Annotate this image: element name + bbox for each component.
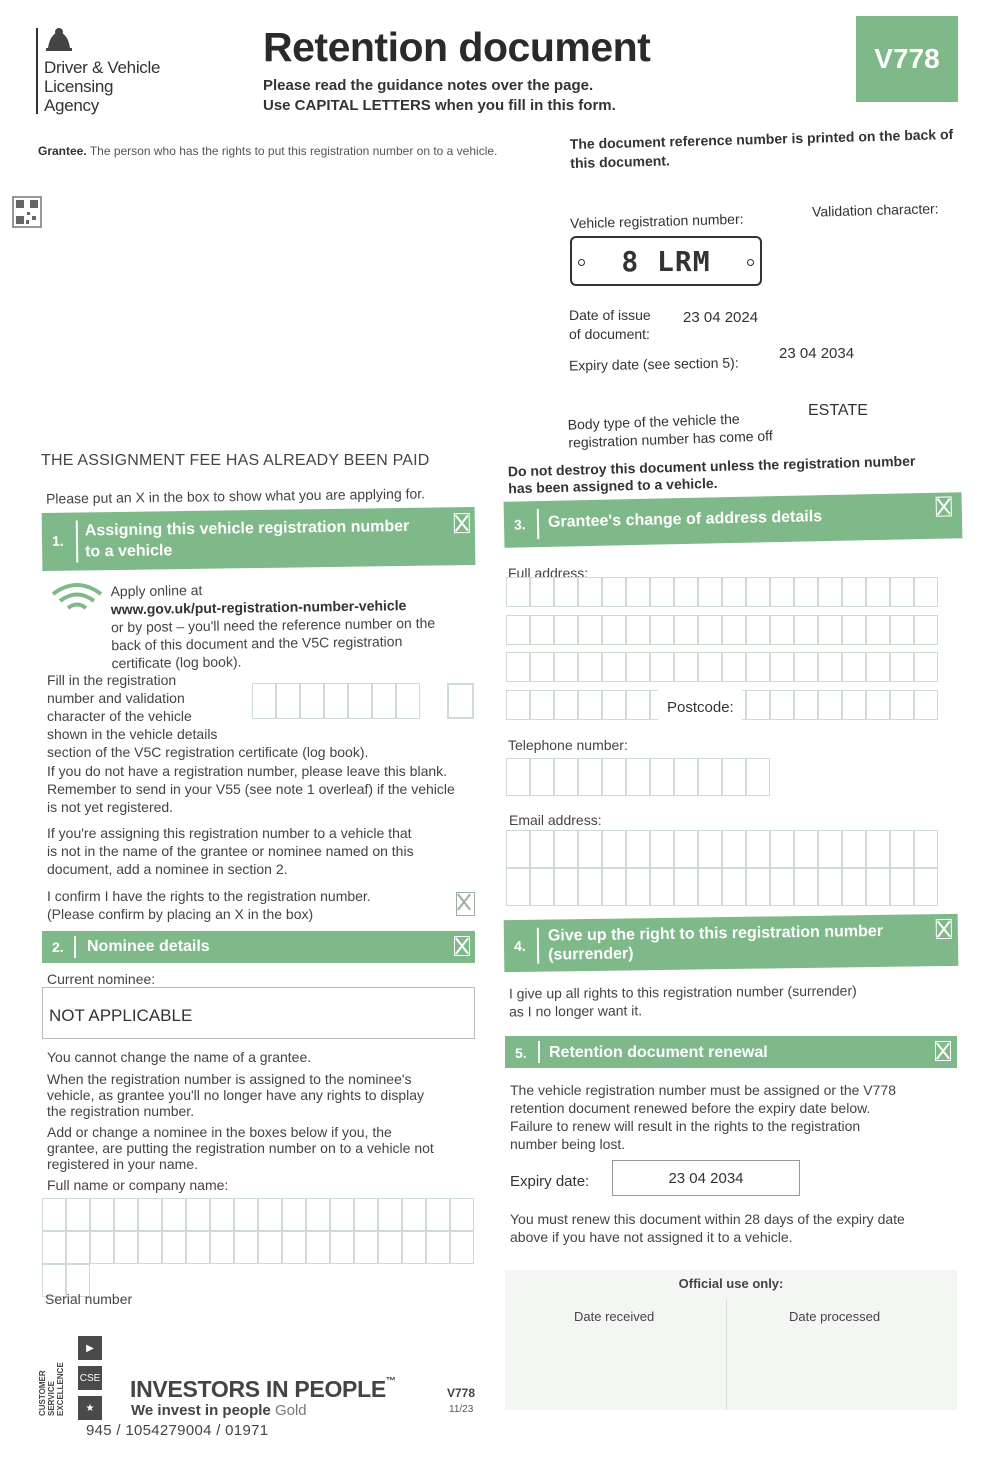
input-cell[interactable]: [914, 690, 938, 720]
input-cell[interactable]: [426, 1198, 450, 1231]
iip-subtitle: [131, 1402, 307, 1419]
input-cell[interactable]: [746, 758, 770, 796]
online-line: or by post – you'll need the reference number on the: [110, 614, 436, 636]
title-line: (surrender): [548, 945, 634, 964]
input-cell[interactable]: [506, 615, 530, 645]
input-cell[interactable]: [602, 868, 626, 906]
input-cell[interactable]: [578, 758, 602, 796]
input-cell[interactable]: [818, 690, 842, 720]
title-line: Assigning this vehicle registration number: [84, 517, 410, 540]
input-cell[interactable]: [602, 690, 626, 720]
cse-icon: CSE: [78, 1366, 102, 1390]
body-type-label: [567, 408, 773, 451]
input-cell[interactable]: [842, 690, 866, 720]
input-cell[interactable]: [450, 1198, 474, 1231]
section-4-checkbox[interactable]: [936, 919, 952, 939]
iip-title: [130, 1376, 396, 1403]
fill-line: number and validation: [47, 690, 185, 706]
input-cell[interactable]: [138, 1231, 162, 1264]
section-divider: [76, 521, 78, 563]
section-1-title: [85, 516, 410, 563]
input-cell[interactable]: [890, 830, 914, 868]
input-cell[interactable]: [890, 690, 914, 720]
input-cell[interactable]: [626, 758, 650, 796]
input-cell[interactable]: [626, 830, 650, 868]
input-cell[interactable]: [114, 1198, 138, 1231]
no-registration-note: [47, 762, 455, 816]
input-cell[interactable]: [626, 690, 650, 720]
input-cell[interactable]: [554, 652, 578, 682]
input-cell[interactable]: [66, 1198, 90, 1231]
input-cell[interactable]: [698, 830, 722, 868]
grantee-label: Grantee.: [38, 144, 87, 158]
input-cell[interactable]: [186, 1198, 210, 1231]
validation-char-label: Validation character:: [811, 200, 939, 220]
customer-service-excellence-text: CUSTOMER SERVICE EXCELLENCE: [38, 1362, 65, 1416]
section-divider: [538, 1041, 540, 1063]
telephone-input[interactable]: [506, 758, 774, 796]
input-cell[interactable]: [818, 652, 842, 682]
fill-line: character of the vehicle: [47, 708, 192, 724]
input-cell[interactable]: [402, 1198, 426, 1231]
email-label: Email address:: [509, 812, 602, 828]
note-line: vehicle, as grantee you'll no longer have any rights to display: [47, 1087, 425, 1103]
input-cell[interactable]: [818, 577, 842, 607]
input-cell[interactable]: [890, 652, 914, 682]
postcode-label: Postcode:: [667, 699, 734, 716]
section-number: 2.: [52, 939, 64, 955]
input-cell[interactable]: [258, 1198, 282, 1231]
fill-line: shown in the vehicle details: [47, 726, 218, 742]
input-cell[interactable]: [722, 577, 746, 607]
current-nominee-label: Current nominee:: [47, 971, 156, 987]
input-cell[interactable]: [674, 868, 698, 906]
input-cell[interactable]: [866, 690, 890, 720]
note-line: If you do not have a registration number, please leave this blank.: [47, 763, 448, 779]
input-cell[interactable]: [578, 830, 602, 868]
section-5-title: Retention document renewal: [549, 1044, 768, 1061]
input-cell[interactable]: [378, 1198, 402, 1231]
input-cell[interactable]: [626, 868, 650, 906]
section-2-checkbox[interactable]: [454, 936, 470, 956]
input-cell[interactable]: [914, 652, 938, 682]
note-line: document, add a nominee in section 2.: [47, 861, 288, 877]
input-cell[interactable]: [602, 758, 626, 796]
renewal-text: [510, 1081, 896, 1153]
input-cell[interactable]: [186, 1231, 210, 1264]
input-cell[interactable]: [794, 690, 818, 720]
reg-number-label: Vehicle registration number:: [569, 210, 744, 232]
input-cell[interactable]: [602, 652, 626, 682]
input-cell[interactable]: [602, 577, 626, 607]
section-number: 3.: [513, 516, 526, 533]
iip-trademark: ™: [385, 1376, 396, 1387]
plate-text: 8 LRM: [621, 244, 711, 278]
subtitle-line: Please read the guidance notes over the page.: [263, 77, 594, 94]
input-cell[interactable]: [578, 690, 602, 720]
input-cell[interactable]: [402, 1231, 426, 1264]
section-number: 1.: [51, 532, 64, 549]
input-cell[interactable]: [698, 758, 722, 796]
confirm-line: I confirm I have the rights to the registration number.: [47, 888, 371, 904]
agency-line: Licensing: [44, 77, 114, 96]
input-cell[interactable]: [252, 683, 276, 719]
title-line: Give up the right to this registration number: [547, 922, 884, 945]
input-cell[interactable]: [770, 868, 794, 906]
input-cell[interactable]: [306, 1231, 330, 1264]
input-cell[interactable]: [578, 615, 602, 645]
input-cell[interactable]: [698, 577, 722, 607]
input-cell[interactable]: [450, 1231, 474, 1264]
note-line: If you're assigning this registration number to a vehicle that: [47, 825, 412, 841]
renewal-line: retention document renewed before the expiry date below.: [510, 1100, 871, 1116]
input-cell[interactable]: [794, 577, 818, 607]
confirm-line: (Please confirm by placing an X in the box): [47, 906, 314, 922]
input-cell[interactable]: [114, 1231, 138, 1264]
official-use-title: Official use only:: [678, 1276, 784, 1291]
input-cell[interactable]: [770, 652, 794, 682]
nominee-note: [47, 824, 414, 878]
note-line: Add or change a nominee in the boxes below if you, the: [47, 1124, 392, 1140]
renewal-line: Failure to renew will result in the rights to the registration: [510, 1118, 861, 1134]
input-cell[interactable]: [306, 1198, 330, 1231]
input-cell[interactable]: [818, 615, 842, 645]
input-cell[interactable]: [866, 830, 890, 868]
input-cell[interactable]: [770, 615, 794, 645]
input-cell[interactable]: [324, 683, 348, 719]
input-cell[interactable]: [842, 868, 866, 906]
registration-plate: [570, 236, 762, 286]
section-number: 5.: [515, 1045, 527, 1061]
footer-form-date: 11/23: [449, 1404, 474, 1415]
input-cell[interactable]: [90, 1198, 114, 1231]
input-cell[interactable]: [626, 577, 650, 607]
star-icon: ★: [78, 1396, 102, 1420]
online-line: back of this document and the V5C registration: [111, 633, 403, 654]
confirm-rights-checkbox[interactable]: [456, 892, 475, 916]
title-line: to a vehicle: [85, 542, 173, 561]
plate-screw-icon: [747, 259, 754, 266]
input-cell[interactable]: [506, 577, 530, 607]
grantee-definition: [38, 144, 497, 158]
input-cell[interactable]: [770, 830, 794, 868]
section-5-header: [505, 1036, 957, 1068]
input-cell[interactable]: [650, 652, 674, 682]
serial-number-value: 945 / 1054279004 / 01971: [86, 1422, 269, 1439]
fee-notice: THE ASSIGNMENT FEE HAS ALREADY BEEN PAID: [41, 452, 430, 469]
body-label-line: Body type of the vehicle the: [567, 410, 740, 433]
serial-number-label: Serial number: [45, 1291, 133, 1307]
agency-line: Driver & Vehicle: [44, 58, 161, 77]
grantee-text: The person who has the rights to put this registration number on to a vehicle.: [89, 144, 498, 158]
royal-crest-icon: [44, 26, 74, 52]
form-code-badge: V778: [856, 16, 958, 102]
section-divider: [537, 509, 539, 539]
input-cell[interactable]: [914, 577, 938, 607]
section-3-title: Grantee's change of address details: [547, 508, 823, 531]
input-cell[interactable]: [506, 690, 530, 720]
input-cell[interactable]: [348, 683, 372, 719]
fullname-label: Full name or company name:: [47, 1177, 229, 1193]
input-cell[interactable]: [842, 830, 866, 868]
input-cell[interactable]: [234, 1231, 258, 1264]
input-cell[interactable]: [378, 1231, 402, 1264]
expiry-date-value: 23 04 2034: [779, 345, 855, 362]
destroy-note: Do not destroy this document unless the registration number has been assigned to a vehicle.: [507, 452, 916, 497]
section-divider: [537, 928, 539, 964]
input-cell[interactable]: [530, 577, 554, 607]
input-cell[interactable]: [842, 577, 866, 607]
input-cell[interactable]: [746, 652, 770, 682]
current-nominee-field: NOT APPLICABLE: [42, 987, 475, 1039]
official-use-box: [505, 1270, 957, 1410]
input-cell[interactable]: [866, 615, 890, 645]
input-cell[interactable]: [354, 1198, 378, 1231]
date-received-label: Date received: [574, 1309, 655, 1324]
body-label-line: registration number has come off: [568, 427, 773, 451]
note-line: is not in the name of the grantee or nominee named on this: [47, 843, 414, 859]
renew-within-text: [510, 1210, 905, 1246]
input-cell[interactable]: [578, 577, 602, 607]
input-cell[interactable]: [866, 652, 890, 682]
input-cell[interactable]: [842, 615, 866, 645]
input-cell[interactable]: [794, 830, 818, 868]
input-cell[interactable]: [746, 577, 770, 607]
note-line: When the registration number is assigned to the nominee's: [47, 1071, 412, 1087]
input-cell[interactable]: [746, 830, 770, 868]
input-cell[interactable]: [66, 1231, 90, 1264]
iip-sub-text: We invest in people: [131, 1402, 271, 1419]
input-cell[interactable]: [276, 683, 300, 719]
input-cell[interactable]: [554, 758, 578, 796]
input-cell[interactable]: [506, 652, 530, 682]
input-cell[interactable]: [396, 683, 420, 719]
input-cell[interactable]: [506, 758, 530, 796]
surrender-text: [509, 981, 857, 1020]
input-cell[interactable]: [530, 758, 554, 796]
section-4-header: [504, 914, 959, 972]
input-cell[interactable]: [554, 830, 578, 868]
input-cell[interactable]: [578, 652, 602, 682]
page-title: Retention document: [263, 24, 651, 70]
iip-icon-stack: [78, 1336, 102, 1426]
input-cell[interactable]: [42, 1231, 66, 1264]
surrender-line: as I no longer want it.: [509, 1002, 643, 1020]
input-cell[interactable]: [90, 1231, 114, 1264]
input-cell[interactable]: [530, 830, 554, 868]
input-cell[interactable]: [506, 830, 530, 868]
input-cell[interactable]: [650, 868, 674, 906]
note-line: is not yet registered.: [47, 799, 174, 815]
input-cell[interactable]: [282, 1198, 306, 1231]
body-type-value: ESTATE: [808, 402, 868, 419]
renew-line: above if you have not assigned it to a vehicle.: [510, 1229, 793, 1245]
renewal-expiry-label: Expiry date:: [510, 1173, 590, 1190]
expiry-date-label: Expiry date (see section 5):: [568, 354, 739, 374]
input-cell[interactable]: [426, 1231, 450, 1264]
input-cell[interactable]: [530, 868, 554, 906]
input-cell[interactable]: [890, 577, 914, 607]
renewal-line: The vehicle registration number must be assigned or the V778: [510, 1082, 896, 1098]
input-cell[interactable]: [650, 830, 674, 868]
input-cell[interactable]: [300, 683, 324, 719]
input-cell[interactable]: [794, 868, 818, 906]
page-subtitle: [263, 76, 616, 116]
section-4-title: [548, 922, 884, 965]
surrender-line: I give up all rights to this registration number (surrender): [508, 982, 857, 1002]
plate-screw-icon: [578, 259, 585, 266]
play-icon: ▶: [78, 1336, 102, 1360]
input-cell[interactable]: [770, 690, 794, 720]
footer-form-code: V778: [447, 1386, 476, 1400]
input-cell[interactable]: [554, 868, 578, 906]
input-cell[interactable]: [866, 868, 890, 906]
input-cell[interactable]: [674, 652, 698, 682]
fill-line: section of the V5C registration certificate (log book).: [47, 744, 369, 760]
online-line: certificate (log book).: [111, 653, 242, 672]
input-cell[interactable]: [138, 1198, 162, 1231]
input-cell[interactable]: [818, 868, 842, 906]
input-cell[interactable]: [330, 1198, 354, 1231]
date-processed-label: Date processed: [789, 1309, 881, 1324]
note-line: registered in your name.: [47, 1156, 198, 1172]
note-line: Remember to send in your V55 (see note 1 overleaf) if the vehicle: [47, 781, 455, 797]
input-cell[interactable]: [722, 830, 746, 868]
nominee-notes: [47, 1048, 434, 1172]
section-3-checkbox[interactable]: [936, 496, 952, 516]
input-cell[interactable]: [842, 652, 866, 682]
renewal-line: number being lost.: [510, 1136, 626, 1152]
input-cell[interactable]: [602, 830, 626, 868]
input-cell[interactable]: [914, 830, 938, 868]
renew-line: You must renew this document within 28 days of the expiry date: [510, 1211, 905, 1227]
issue-date-value: 23 04 2024: [683, 309, 759, 326]
section-3-header: [504, 492, 963, 548]
input-cell[interactable]: [698, 868, 722, 906]
input-cell[interactable]: [674, 830, 698, 868]
input-cell[interactable]: [372, 683, 396, 719]
validation-char-input[interactable]: [447, 683, 474, 719]
input-cell[interactable]: [354, 1231, 378, 1264]
input-cell[interactable]: [162, 1231, 186, 1264]
input-cell[interactable]: [330, 1231, 354, 1264]
input-cell[interactable]: [722, 652, 746, 682]
online-line: Apply online at: [110, 581, 203, 600]
email-input[interactable]: [506, 830, 952, 906]
section-5-checkbox[interactable]: [935, 1041, 951, 1061]
vehicle-reg-input[interactable]: [252, 683, 420, 719]
logo-divider: [36, 28, 38, 114]
note-line: grantee, are putting the registration number on to a vehicle not: [47, 1140, 434, 1156]
input-cell[interactable]: [746, 868, 770, 906]
input-cell[interactable]: [722, 615, 746, 645]
input-cell[interactable]: [210, 1231, 234, 1264]
note-line: You cannot change the name of a grantee.: [47, 1049, 312, 1065]
fill-line: Fill in the registration: [47, 672, 177, 688]
input-cell[interactable]: [650, 758, 674, 796]
issue-label-line: of document:: [569, 326, 650, 342]
input-cell[interactable]: [530, 652, 554, 682]
input-cell[interactable]: [554, 577, 578, 607]
confirm-rights-text: [47, 887, 371, 923]
input-cell[interactable]: [722, 758, 746, 796]
input-cell[interactable]: [506, 868, 530, 906]
agency-name: [44, 58, 160, 115]
input-cell[interactable]: [234, 1198, 258, 1231]
input-cell[interactable]: [674, 615, 698, 645]
input-cell[interactable]: [650, 577, 674, 607]
input-cell[interactable]: [722, 868, 746, 906]
input-cell[interactable]: [746, 690, 770, 720]
section-1-header: [42, 507, 476, 571]
input-cell[interactable]: [866, 577, 890, 607]
instruction-text: Please put an X in the box to show what you are applying for.: [45, 485, 426, 507]
subtitle-line: Use CAPITAL LETTERS when you fill in this form.: [263, 97, 616, 114]
full-address-label: Full address:: [508, 565, 589, 581]
input-cell[interactable]: [698, 652, 722, 682]
input-cell[interactable]: [626, 652, 650, 682]
online-url-link[interactable]: www.gov.uk/put-registration-number-vehicle: [110, 597, 407, 618]
input-cell[interactable]: [746, 615, 770, 645]
input-cell[interactable]: [674, 758, 698, 796]
note-line: the registration number.: [47, 1103, 195, 1119]
input-cell[interactable]: [794, 615, 818, 645]
input-cell[interactable]: [818, 830, 842, 868]
input-cell[interactable]: [650, 615, 674, 645]
input-cell[interactable]: [914, 615, 938, 645]
input-cell[interactable]: [674, 577, 698, 607]
telephone-label: Telephone number:: [508, 737, 628, 753]
input-cell[interactable]: [890, 868, 914, 906]
iip-level: Gold: [274, 1402, 307, 1419]
fullname-input[interactable]: [42, 1198, 474, 1264]
input-cell[interactable]: [530, 615, 554, 645]
section-2-title: Nominee details: [87, 938, 210, 955]
input-cell[interactable]: [210, 1198, 234, 1231]
wifi-icon: [50, 582, 104, 612]
issue-date-label: [569, 306, 651, 344]
input-cell[interactable]: [578, 868, 602, 906]
renewal-expiry-value: 23 04 2034: [612, 1160, 800, 1196]
section-2-header: [42, 931, 475, 963]
input-cell[interactable]: [794, 652, 818, 682]
input-cell[interactable]: [554, 615, 578, 645]
online-apply-text: [110, 578, 435, 673]
input-cell[interactable]: [282, 1231, 306, 1264]
section-number: 4.: [513, 937, 526, 955]
iip-title-text: INVESTORS IN PEOPLE: [130, 1376, 386, 1402]
input-cell[interactable]: [554, 690, 578, 720]
input-cell[interactable]: [626, 615, 650, 645]
input-cell[interactable]: [162, 1198, 186, 1231]
input-cell[interactable]: [770, 577, 794, 607]
issue-label-line: Date of issue: [569, 307, 651, 323]
input-cell[interactable]: [42, 1198, 66, 1231]
input-cell[interactable]: [530, 690, 554, 720]
input-cell[interactable]: [698, 615, 722, 645]
section-divider: [74, 936, 76, 958]
agency-line: Agency: [44, 96, 99, 115]
section-1-checkbox[interactable]: [454, 513, 470, 533]
input-cell[interactable]: [890, 615, 914, 645]
reference-note: The document reference number is printed on the back of this document.: [569, 126, 954, 172]
input-cell[interactable]: [258, 1231, 282, 1264]
official-use-divider: [726, 1300, 727, 1410]
qr-code-icon: [12, 196, 42, 228]
input-cell[interactable]: [914, 868, 938, 906]
input-cell[interactable]: [602, 615, 626, 645]
